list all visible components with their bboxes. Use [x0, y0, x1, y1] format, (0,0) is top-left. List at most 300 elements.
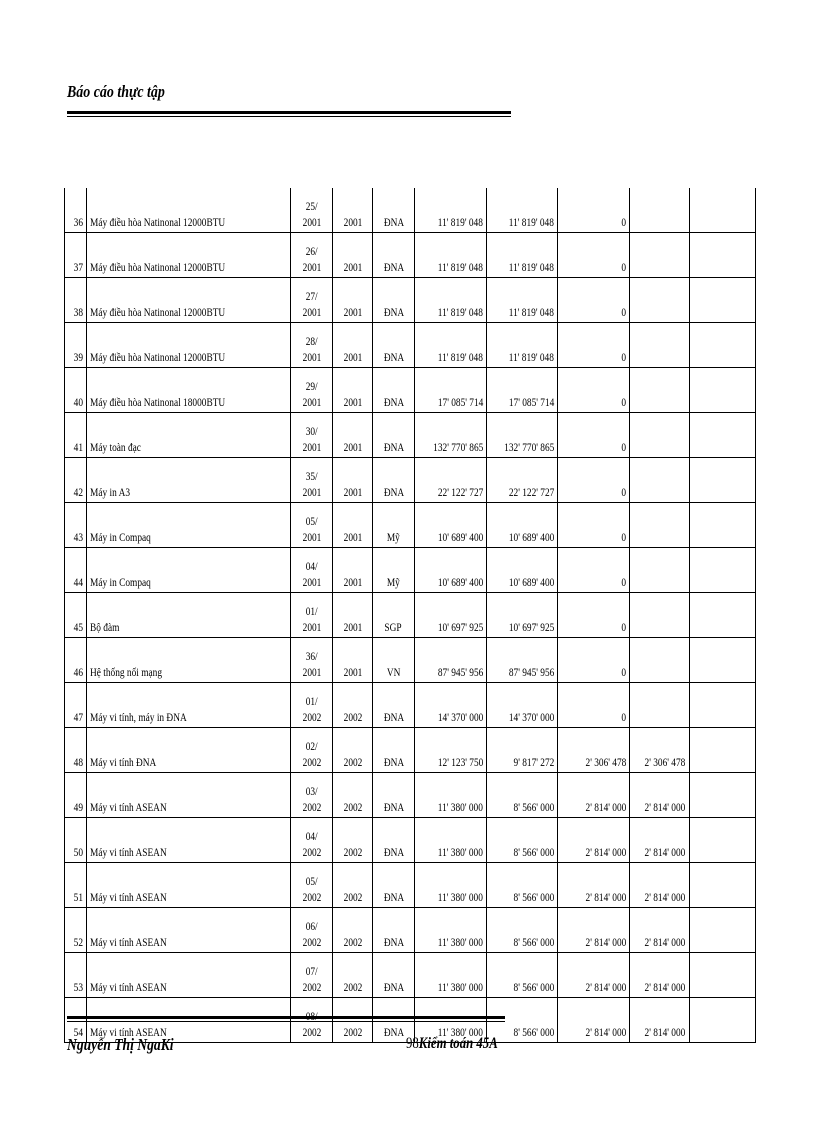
blank-cell-cell — [689, 773, 755, 818]
extra-value-cell — [630, 503, 689, 548]
extra-value: 2' 814' 000 — [644, 800, 686, 814]
asset-code-cell — [291, 458, 333, 503]
asset-year: 2001 — [343, 665, 362, 679]
accumulated-value: 9' 817' 272 — [513, 755, 555, 769]
row-number-cell — [65, 458, 87, 503]
asset-name: Máy vi tính ASEAN — [90, 1025, 167, 1039]
asset-code-top: 04/ — [305, 559, 318, 573]
remaining-value: 0 — [621, 440, 627, 454]
remaining-value: 2' 814' 000 — [585, 845, 627, 859]
remaining-value: 2' 814' 000 — [585, 1025, 627, 1039]
asset-year: 2001 — [343, 575, 362, 589]
asset-code-top: 35/ — [305, 469, 318, 483]
footer-department: Kiểm toán 45A — [418, 1035, 498, 1052]
asset-origin: ĐNA — [383, 260, 404, 274]
extra-value-cell — [630, 773, 689, 818]
footer-page-number: 98 — [406, 1035, 419, 1052]
asset-code-bottom: 2002 — [302, 890, 321, 904]
asset-code-cell — [291, 188, 333, 233]
accumulated-value: 14' 370' 000 — [508, 710, 555, 724]
asset-name-cell — [87, 278, 291, 323]
extra-value: 2' 814' 000 — [644, 980, 686, 994]
row-number-cell — [65, 728, 87, 773]
asset-name: Máy điều hòa Natinonal 12000BTU — [90, 305, 226, 319]
original-cost-cell — [415, 773, 487, 818]
asset-year-cell — [333, 323, 373, 368]
asset-year-cell — [333, 188, 373, 233]
extra-value-cell — [630, 593, 689, 638]
extra-value-cell — [630, 683, 689, 728]
asset-year: 2002 — [343, 800, 362, 814]
original-cost-cell — [415, 368, 487, 413]
accumulated-value-cell — [487, 413, 558, 458]
asset-name: Máy vi tính ĐNA — [90, 755, 157, 769]
asset-origin-cell — [373, 728, 415, 773]
accumulated-value: 11' 819' 048 — [509, 305, 555, 319]
remaining-value: 2' 814' 000 — [585, 980, 627, 994]
asset-year: 2002 — [343, 890, 362, 904]
extra-value-cell — [630, 368, 689, 413]
asset-code-cell — [291, 728, 333, 773]
remaining-value-cell — [558, 773, 630, 818]
accumulated-value-cell — [487, 593, 558, 638]
asset-year-cell — [333, 458, 373, 503]
original-cost-cell — [415, 908, 487, 953]
asset-year-cell — [333, 953, 373, 998]
blank-cell-cell — [689, 503, 755, 548]
asset-name: Máy vi tính ASEAN — [90, 845, 167, 859]
accumulated-value: 11' 819' 048 — [509, 215, 555, 229]
asset-code-bottom: 2002 — [302, 755, 321, 769]
original-cost: 11' 380' 000 — [437, 1025, 483, 1039]
row-number: 42 — [73, 485, 83, 499]
asset-code-bottom: 2001 — [302, 665, 321, 679]
remaining-value-cell — [558, 863, 630, 908]
asset-code-cell — [291, 368, 333, 413]
table-row — [65, 908, 756, 953]
extra-value-cell — [630, 728, 689, 773]
row-number: 50 — [73, 845, 83, 859]
asset-code-top: 01/ — [305, 694, 318, 708]
asset-code-cell — [291, 503, 333, 548]
extra-value-cell — [630, 998, 689, 1043]
blank-cell-cell — [689, 233, 755, 278]
remaining-value-cell — [558, 728, 630, 773]
accumulated-value: 8' 566' 000 — [513, 980, 555, 994]
row-number: 44 — [73, 575, 83, 589]
asset-year: 2001 — [343, 260, 362, 274]
asset-origin-cell — [373, 413, 415, 458]
blank-cell-cell — [689, 863, 755, 908]
remaining-value: 0 — [621, 575, 627, 589]
remaining-value: 0 — [621, 305, 627, 319]
original-cost-cell — [415, 728, 487, 773]
asset-origin: ĐNA — [383, 485, 404, 499]
original-cost-cell — [415, 188, 487, 233]
asset-origin: ĐNA — [383, 215, 404, 229]
asset-origin-cell — [373, 548, 415, 593]
extra-value-cell — [630, 953, 689, 998]
original-cost: 11' 819' 048 — [437, 215, 483, 229]
extra-value-cell — [630, 458, 689, 503]
asset-year-cell — [333, 413, 373, 458]
asset-year-cell — [333, 863, 373, 908]
remaining-value-cell — [558, 638, 630, 683]
remaining-value-cell — [558, 953, 630, 998]
remaining-value: 0 — [621, 530, 627, 544]
asset-origin: ĐNA — [383, 440, 404, 454]
asset-name: Máy in Compaq — [90, 530, 151, 544]
remaining-value: 2' 306' 478 — [585, 755, 627, 769]
blank-cell-cell — [689, 638, 755, 683]
original-cost: 87' 945' 956 — [437, 665, 483, 679]
original-cost-cell — [415, 503, 487, 548]
original-cost: 11' 380' 000 — [437, 935, 483, 949]
row-number: 45 — [73, 620, 83, 634]
extra-value-cell — [630, 323, 689, 368]
original-cost: 11' 380' 000 — [437, 845, 483, 859]
accumulated-value: 17' 085' 714 — [508, 395, 555, 409]
asset-code-top: 07/ — [305, 964, 318, 978]
accumulated-value-cell — [487, 638, 558, 683]
asset-name-cell — [87, 413, 291, 458]
remaining-value: 0 — [621, 395, 627, 409]
blank-cell-cell — [689, 458, 755, 503]
row-number: 48 — [73, 755, 83, 769]
remaining-value-cell — [558, 503, 630, 548]
asset-year-cell — [333, 368, 373, 413]
asset-code-bottom: 2002 — [302, 935, 321, 949]
original-cost-cell — [415, 638, 487, 683]
table-row — [65, 458, 756, 503]
accumulated-value: 87' 945' 956 — [508, 665, 555, 679]
asset-code-cell — [291, 593, 333, 638]
remaining-value: 2' 814' 000 — [585, 890, 627, 904]
original-cost: 11' 819' 048 — [437, 260, 483, 274]
asset-origin-cell — [373, 323, 415, 368]
row-number-cell — [65, 773, 87, 818]
blank-cell-cell — [689, 683, 755, 728]
asset-year-cell — [333, 998, 373, 1043]
asset-name: Máy điều hòa Natinonal 12000BTU — [90, 350, 226, 364]
row-number-cell — [65, 638, 87, 683]
asset-origin-cell — [373, 233, 415, 278]
asset-name-cell — [87, 953, 291, 998]
blank-cell-cell — [689, 728, 755, 773]
row-number-cell — [65, 953, 87, 998]
asset-name-cell — [87, 593, 291, 638]
accumulated-value-cell — [487, 818, 558, 863]
asset-code-cell — [291, 818, 333, 863]
row-number: 47 — [73, 710, 83, 724]
asset-year: 2001 — [343, 440, 362, 454]
page-header-title: Báo cáo thực tập — [67, 82, 165, 101]
asset-year: 2001 — [343, 530, 362, 544]
asset-origin-cell — [373, 773, 415, 818]
asset-year: 2002 — [343, 980, 362, 994]
asset-year-cell — [333, 728, 373, 773]
row-number-cell — [65, 908, 87, 953]
remaining-value-cell — [558, 413, 630, 458]
extra-value-cell — [630, 278, 689, 323]
accumulated-value: 22' 122' 727 — [508, 485, 555, 499]
remaining-value: 0 — [621, 710, 627, 724]
accumulated-value: 132' 770' 865 — [504, 440, 555, 454]
original-cost-cell — [415, 323, 487, 368]
table-row — [65, 278, 756, 323]
remaining-value-cell — [558, 458, 630, 503]
accumulated-value-cell — [487, 548, 558, 593]
remaining-value: 2' 814' 000 — [585, 800, 627, 814]
original-cost-cell — [415, 458, 487, 503]
asset-origin: SGP — [384, 620, 403, 634]
asset-code-top: 04/ — [305, 829, 318, 843]
asset-origin: ĐNA — [383, 800, 404, 814]
row-number: 39 — [73, 350, 83, 364]
asset-year-cell — [333, 818, 373, 863]
original-cost: 17' 085' 714 — [437, 395, 483, 409]
asset-origin: VN — [386, 665, 401, 679]
accumulated-value-cell — [487, 683, 558, 728]
original-cost-cell — [415, 548, 487, 593]
asset-origin-cell — [373, 818, 415, 863]
asset-year-cell — [333, 908, 373, 953]
row-number-cell — [65, 278, 87, 323]
original-cost: 11' 380' 000 — [437, 800, 483, 814]
asset-origin: ĐNA — [383, 755, 404, 769]
remaining-value-cell — [558, 323, 630, 368]
blank-cell-cell — [689, 548, 755, 593]
asset-name: Máy in Compaq — [90, 575, 151, 589]
asset-year: 2001 — [343, 620, 362, 634]
original-cost: 132' 770' 865 — [432, 440, 483, 454]
remaining-value: 0 — [621, 215, 627, 229]
accumulated-value: 11' 819' 048 — [509, 350, 555, 364]
table-row — [65, 503, 756, 548]
asset-code-cell — [291, 278, 333, 323]
asset-name: Hệ thống nối mạng — [90, 665, 163, 679]
asset-name-cell — [87, 773, 291, 818]
row-number-cell — [65, 863, 87, 908]
asset-code-bottom: 2001 — [302, 530, 321, 544]
asset-year: 2001 — [343, 215, 362, 229]
accumulated-value: 8' 566' 000 — [513, 935, 555, 949]
remaining-value-cell — [558, 368, 630, 413]
table-row — [65, 638, 756, 683]
row-number-cell — [65, 548, 87, 593]
original-cost-cell — [415, 863, 487, 908]
table-row — [65, 188, 756, 233]
original-cost-cell — [415, 683, 487, 728]
asset-name-cell — [87, 323, 291, 368]
asset-year-cell — [333, 503, 373, 548]
asset-code-bottom: 2001 — [302, 305, 321, 319]
accumulated-value: 8' 566' 000 — [513, 890, 555, 904]
original-cost: 11' 380' 000 — [437, 980, 483, 994]
asset-origin-cell — [373, 593, 415, 638]
accumulated-value-cell — [487, 188, 558, 233]
blank-cell-cell — [689, 818, 755, 863]
asset-name: Máy điều hòa Natinonal 18000BTU — [90, 395, 226, 409]
asset-name-cell — [87, 728, 291, 773]
asset-code-top: 36/ — [305, 649, 318, 663]
asset-name-cell — [87, 908, 291, 953]
asset-origin: ĐNA — [383, 1025, 404, 1039]
extra-value-cell — [630, 548, 689, 593]
asset-origin: ĐNA — [383, 395, 404, 409]
asset-year-cell — [333, 548, 373, 593]
row-number: 38 — [73, 305, 83, 319]
row-number-cell — [65, 188, 87, 233]
original-cost: 12' 123' 750 — [437, 755, 483, 769]
extra-value-cell — [630, 188, 689, 233]
extra-value-cell — [630, 863, 689, 908]
asset-origin-cell — [373, 278, 415, 323]
row-number: 54 — [73, 1025, 83, 1039]
accumulated-value: 8' 566' 000 — [513, 845, 555, 859]
asset-year-cell — [333, 638, 373, 683]
asset-year-cell — [333, 593, 373, 638]
asset-name: Máy vi tính ASEAN — [90, 890, 167, 904]
asset-origin-cell — [373, 953, 415, 998]
asset-year: 2002 — [343, 1025, 362, 1039]
asset-year-cell — [333, 683, 373, 728]
asset-name-cell — [87, 503, 291, 548]
asset-code-top: 02/ — [305, 739, 318, 753]
footer-rule-thin — [67, 1021, 505, 1022]
asset-code-bottom: 2001 — [302, 620, 321, 634]
asset-name-cell — [87, 548, 291, 593]
asset-name-cell — [87, 458, 291, 503]
original-cost: 11' 819' 048 — [437, 305, 483, 319]
accumulated-value: 8' 566' 000 — [513, 800, 555, 814]
accumulated-value-cell — [487, 503, 558, 548]
asset-name: Máy in A3 — [90, 485, 131, 499]
remaining-value-cell — [558, 683, 630, 728]
row-number: 36 — [73, 215, 83, 229]
blank-cell-cell — [689, 413, 755, 458]
accumulated-value-cell — [487, 773, 558, 818]
asset-origin-cell — [373, 458, 415, 503]
asset-code-top: 05/ — [305, 514, 318, 528]
asset-code-top: 27/ — [305, 289, 318, 303]
asset-origin: ĐNA — [383, 305, 404, 319]
row-number-cell — [65, 233, 87, 278]
accumulated-value: 10' 697' 925 — [508, 620, 555, 634]
row-number: 46 — [73, 665, 83, 679]
row-number: 37 — [73, 260, 83, 274]
remaining-value-cell — [558, 233, 630, 278]
asset-code-cell — [291, 323, 333, 368]
asset-code-bottom: 2001 — [302, 485, 321, 499]
extra-value: 2' 814' 000 — [644, 890, 686, 904]
extra-value: 2' 814' 000 — [644, 935, 686, 949]
asset-code-top: 30/ — [305, 424, 318, 438]
blank-cell-cell — [689, 323, 755, 368]
asset-origin: Mỹ — [386, 575, 400, 589]
asset-code-top: 03/ — [305, 784, 318, 798]
original-cost-cell — [415, 818, 487, 863]
asset-code-cell — [291, 683, 333, 728]
asset-year: 2002 — [343, 755, 362, 769]
accumulated-value-cell — [487, 863, 558, 908]
original-cost: 11' 380' 000 — [437, 890, 483, 904]
asset-origin: ĐNA — [383, 845, 404, 859]
accumulated-value: 10' 689' 400 — [508, 575, 555, 589]
row-number-cell — [65, 368, 87, 413]
footer-page-info — [406, 1035, 498, 1053]
original-cost: 14' 370' 000 — [437, 710, 483, 724]
asset-name-cell — [87, 368, 291, 413]
asset-name: Máy điều hòa Natinonal 12000BTU — [90, 260, 226, 274]
original-cost: 11' 819' 048 — [437, 350, 483, 364]
asset-name: Máy điều hòa Natinonal 12000BTU — [90, 215, 226, 229]
blank-cell-cell — [689, 593, 755, 638]
remaining-value-cell — [558, 188, 630, 233]
row-number: 52 — [73, 935, 83, 949]
accumulated-value-cell — [487, 953, 558, 998]
asset-name: Máy vi tính, máy in ĐNA — [90, 710, 187, 724]
asset-code-top: 01/ — [305, 604, 318, 618]
asset-code-cell — [291, 953, 333, 998]
asset-code-bottom: 2001 — [302, 395, 321, 409]
table-row — [65, 953, 756, 998]
asset-origin-cell — [373, 863, 415, 908]
asset-code-top: 05/ — [305, 874, 318, 888]
original-cost-cell — [415, 413, 487, 458]
footer-rule-thick — [67, 1016, 505, 1019]
remaining-value-cell — [558, 593, 630, 638]
asset-code-cell — [291, 638, 333, 683]
asset-table-body — [65, 188, 756, 1043]
asset-name-cell — [87, 188, 291, 233]
accumulated-value-cell — [487, 278, 558, 323]
asset-code-cell — [291, 548, 333, 593]
accumulated-value-cell — [487, 728, 558, 773]
extra-value: 2' 814' 000 — [644, 845, 686, 859]
table-row — [65, 683, 756, 728]
row-number: 40 — [73, 395, 83, 409]
row-number-cell — [65, 593, 87, 638]
asset-origin: ĐNA — [383, 980, 404, 994]
blank-cell-cell — [689, 908, 755, 953]
asset-code-bottom: 2001 — [302, 350, 321, 364]
asset-code-bottom: 2002 — [302, 1025, 321, 1039]
table-row — [65, 728, 756, 773]
asset-name-cell — [87, 863, 291, 908]
blank-cell-cell — [689, 188, 755, 233]
extra-value: 2' 306' 478 — [644, 755, 686, 769]
asset-code-bottom: 2001 — [302, 260, 321, 274]
extra-value-cell — [630, 233, 689, 278]
remaining-value: 0 — [621, 350, 627, 364]
asset-table — [64, 188, 756, 1043]
row-number-cell — [65, 413, 87, 458]
accumulated-value-cell — [487, 323, 558, 368]
asset-code-top: 26/ — [305, 244, 318, 258]
remaining-value-cell — [558, 908, 630, 953]
asset-code-top: 29/ — [305, 379, 318, 393]
asset-name: Máy vi tính ASEAN — [90, 935, 167, 949]
accumulated-value-cell — [487, 368, 558, 413]
table-row — [65, 323, 756, 368]
asset-year: 2001 — [343, 395, 362, 409]
asset-code-cell — [291, 773, 333, 818]
asset-year: 2002 — [343, 845, 362, 859]
asset-code-top: 06/ — [305, 919, 318, 933]
original-cost: 10' 689' 400 — [437, 575, 483, 589]
asset-code-cell — [291, 863, 333, 908]
